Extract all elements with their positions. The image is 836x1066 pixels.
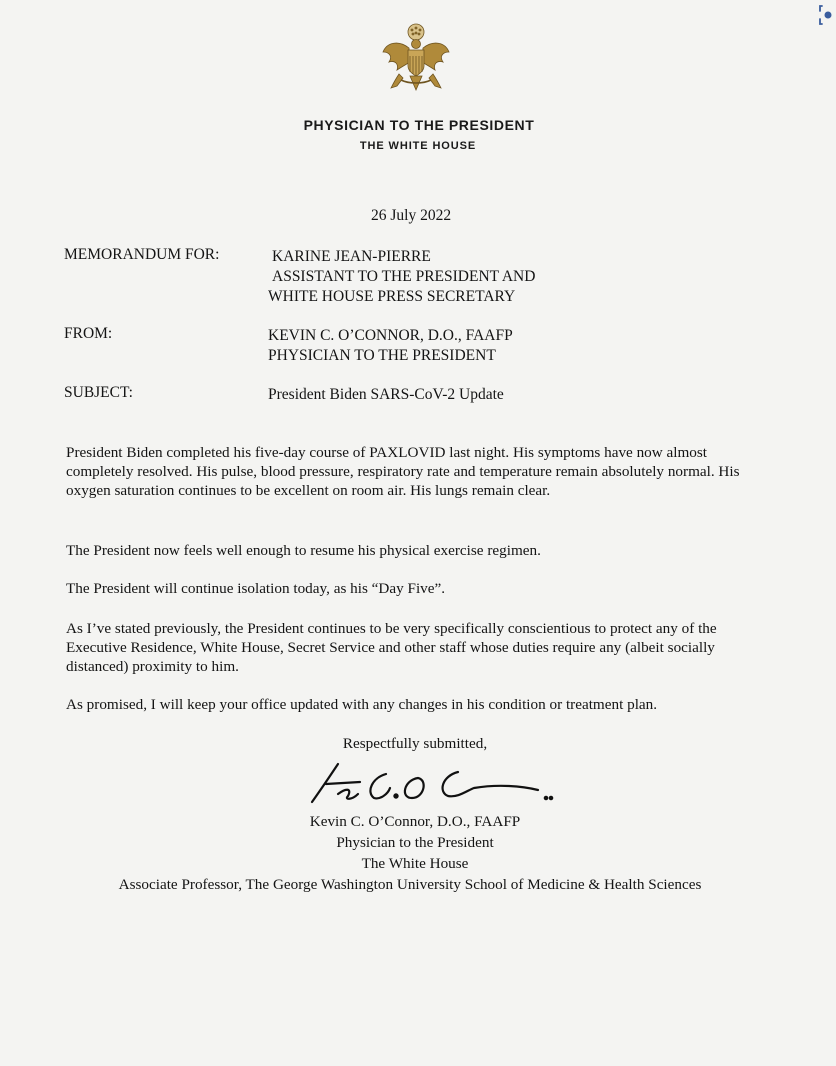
body-paragraph: As I’ve stated previously, the President continues to be very specifically conscientious to protect any of the Executive Residence, White House, Secret Service and other staff whose duties require any (albeit socially distanced) proximity to him.	[66, 620, 717, 675]
office-title: PHYSICIAN TO THE PRESIDENT	[303, 117, 535, 133]
office-subtitle: THE WHITE HOUSE	[359, 140, 477, 152]
presidential-seal-icon	[379, 22, 453, 100]
body-paragraph: President Biden completed his five-day course of PAXLOVID last night. His symptoms have now almost completely resolved. His pulse, blood pressure, respiratory rate and temperature remain absolutely normal. His oxygen saturation continues to be excellent on room air. His lungs remain clear.	[66, 444, 740, 499]
memo-for-label: MEMORANDUM FOR:	[64, 246, 220, 263]
memo-date: 26 July 2022	[371, 207, 452, 224]
memo-for-recipient	[268, 247, 536, 307]
closing-salutation: Respectfully submitted,	[342, 735, 488, 752]
signer-name: Kevin C. O’Connor, D.O., FAAFP	[309, 813, 521, 830]
memo-from-sender	[268, 326, 513, 366]
memo-subject-label: SUBJECT:	[64, 384, 133, 401]
signer-affiliation: Associate Professor, The George Washington University School of Medicine & Health Sciences	[118, 876, 702, 893]
body-paragraph: As promised, I will keep your office updated with any changes in his condition or treatment plan.	[66, 696, 658, 713]
signer-office: The White House	[361, 855, 469, 872]
signer-title: Physician to the President	[336, 834, 494, 851]
memo-from-label: FROM:	[64, 325, 113, 342]
sender-line: KEVIN C. O’CONNOR, D.O., FAAFP	[268, 327, 513, 344]
body-paragraph: The President will continue isolation today, as his “Day Five”.	[66, 580, 446, 597]
body-paragraph: The President now feels well enough to resume his physical exercise regimen.	[66, 542, 541, 559]
recipient-line: KARINE JEAN-PIERRE	[272, 248, 431, 265]
recipient-line: ASSISTANT TO THE PRESIDENT AND	[272, 268, 536, 285]
handwritten-signature	[308, 758, 558, 810]
recipient-line: WHITE HOUSE PRESS SECRETARY	[268, 288, 516, 305]
scan-text-icon[interactable]	[818, 4, 836, 26]
sender-line: PHYSICIAN TO THE PRESIDENT	[268, 347, 496, 364]
memo-subject-value: President Biden SARS-CoV-2 Update	[268, 386, 504, 403]
